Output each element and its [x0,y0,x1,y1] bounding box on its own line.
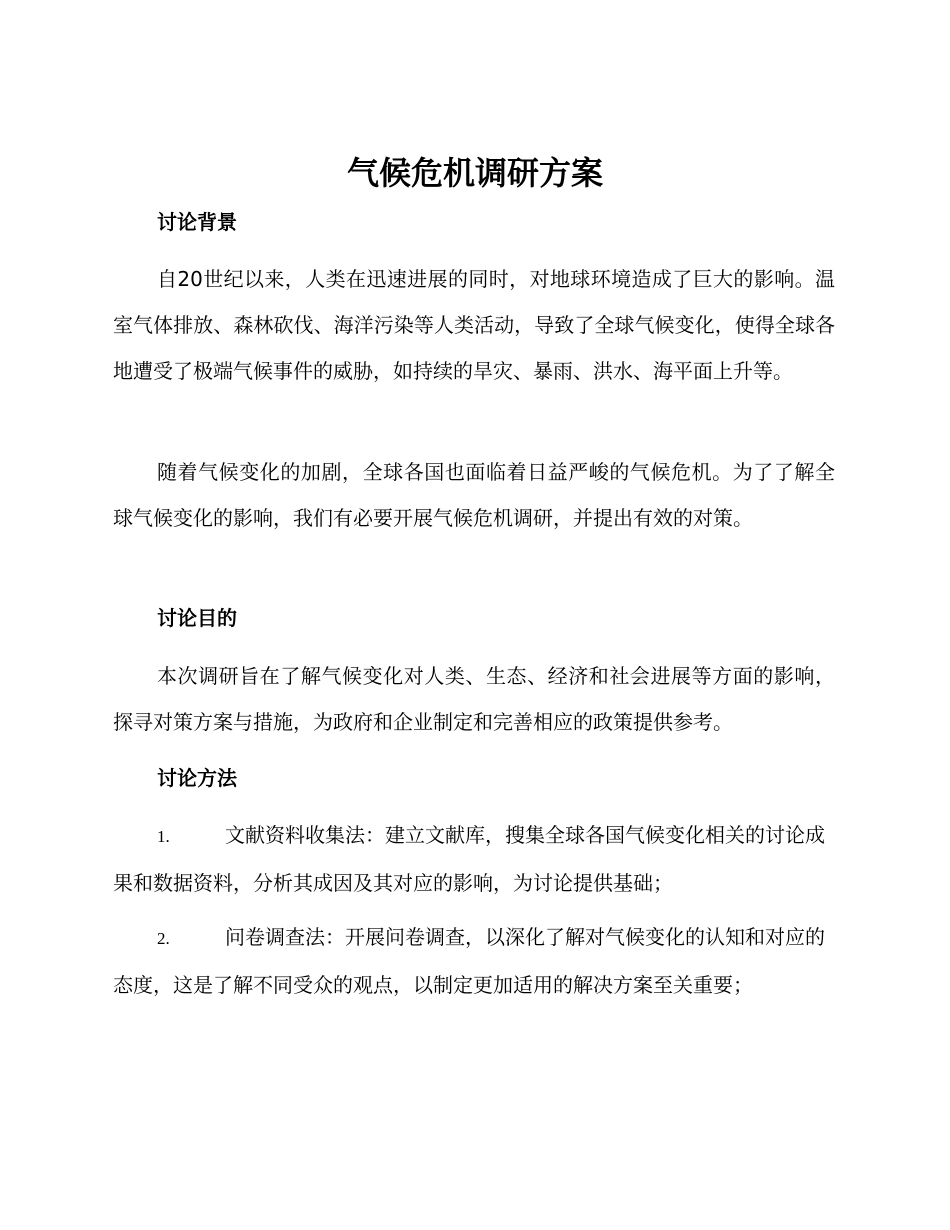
paragraph-background-2: 随着气候变化的加剧，全球各国也面临着日益严峻的气候危机。为了了解全球气候变化的影响，我们有必要开展气候危机调研，并提出有效的对策。 [113,460,835,530]
list-item [113,812,835,906]
document-title: 气候危机调研方案 [346,154,603,192]
list-item-number: 1. [157,827,170,846]
list-item [113,914,835,1008]
list-item-text: 问卷调查法：开展问卷调查，以深化了解对气候变化的认知和对应的态度，这是了解不同受众的观点，以制定更加适用的解决方案至关重要； [113,925,825,997]
list-item-number: 2. [157,929,170,948]
section-heading-purpose: 讨论目的 [157,606,237,630]
section-heading-background: 讨论背景 [157,210,237,234]
paragraph-purpose: 本次调研旨在了解气候变化对人类、生态、经济和社会进展等方面的影响，探寻对策方案与措施，为政府和企业制定和完善相应的政策提供参考。 [113,664,835,734]
paragraph-background-1: 自20世纪以来，人类在迅速进展的同时，对地球环境造成了巨大的影响。温室气体排放、森林砍伐、海洋污染等人类活动，导致了全球气候变化，使得全球各地遭受了极端气候事件的威胁，如持续的旱灾、暴雨、洪水、海平面上升等。 [113,267,835,383]
section-heading-method: 讨论方法 [157,766,237,790]
list-item-text: 文献资料收集法：建立文献库，搜集全球各国气候变化相关的讨论成果和数据资料，分析其成因及其对应的影响，为讨论提供基础； [113,823,825,895]
